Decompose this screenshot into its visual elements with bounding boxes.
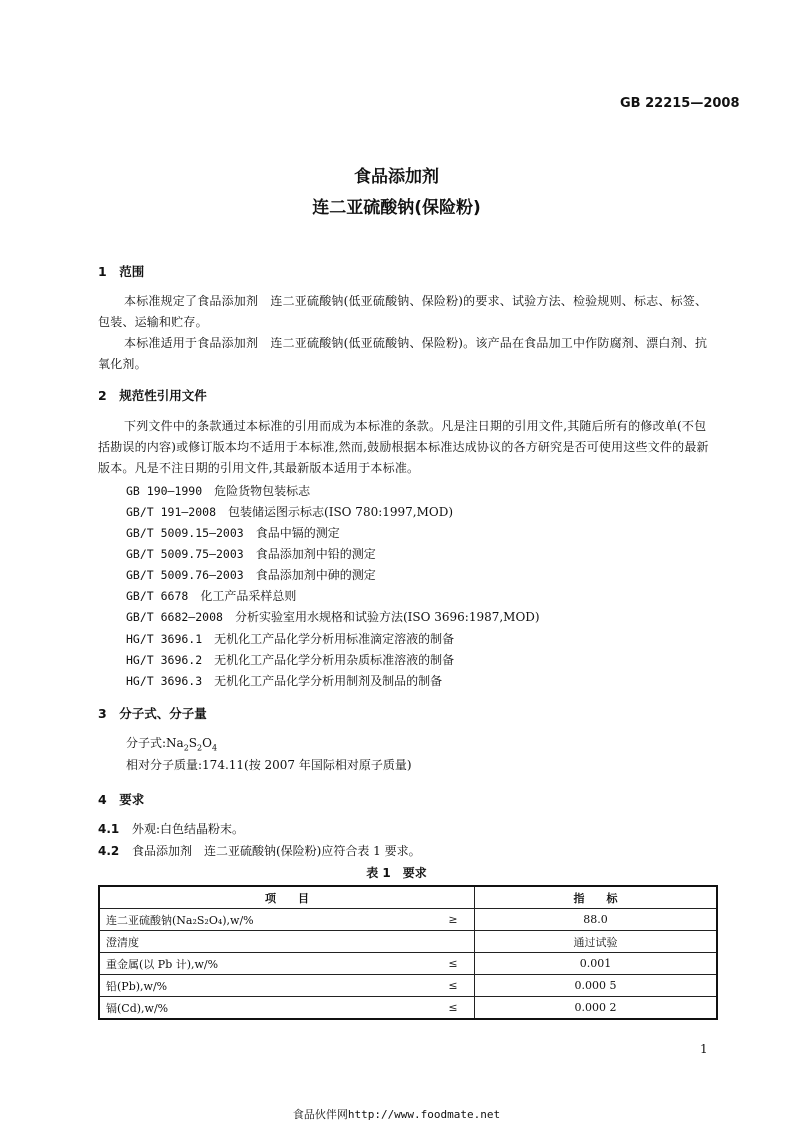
section-1-para-2: 本标准适用于食品添加剂 连二亚硫酸钠(低亚硫酸钠、保险粉)。该产品在食品加工中作防腐剂、漂白剂、抗氧化剂。 — [98, 336, 708, 371]
table-row — [99, 997, 717, 1020]
row-item: 重金属(以 Pb 计),w/% — [99, 953, 432, 975]
row-value: 88.0 — [475, 909, 718, 931]
document-title-line2: 连二亚硫酸钠(保险粉) — [312, 198, 481, 218]
formula-o: O — [202, 736, 212, 750]
formula-label: 分子式: — [126, 736, 167, 750]
row-operator: ≤ — [432, 997, 475, 1020]
section-4-heading: 4 要求 — [98, 792, 145, 807]
reference-code: GB/T 5009.75—2003 — [126, 547, 244, 561]
row-operator: ≤ — [432, 975, 475, 997]
section-2-heading: 2 规范性引用文件 — [98, 388, 207, 403]
section-3-heading: 3 分子式、分子量 — [98, 706, 207, 721]
row-operator: ≥ — [432, 909, 475, 931]
clause-text: 外观:白色结晶粉末。 — [132, 822, 245, 836]
formula-s-sub: 2 — [197, 743, 203, 753]
header-value: 指 标 — [475, 886, 718, 909]
row-operator — [432, 931, 475, 953]
header-item: 项 目 — [99, 886, 475, 909]
table-row — [99, 953, 717, 975]
clause-number: 4.2 — [98, 844, 120, 858]
table-header-row — [99, 886, 717, 909]
clause-4-1 — [98, 820, 244, 837]
reference-title: 分析实验室用水规格和试验方法(ISO 3696:1987,MOD) — [234, 610, 540, 624]
clause-number: 4.1 — [98, 822, 120, 836]
table-caption: 表 1 要求 — [366, 866, 427, 880]
reference-item — [126, 587, 296, 604]
molecular-formula — [126, 734, 217, 752]
document-title-line1: 食品添加剂 — [354, 167, 439, 187]
formula-na: Na — [166, 736, 184, 750]
reference-title: 包装储运图示标志(ISO 780:1997,MOD) — [228, 505, 454, 519]
row-value: 0.000 2 — [475, 997, 718, 1020]
clause-text: 食品添加剂 连二亚硫酸钠(保险粉)应符合表 1 要求。 — [132, 844, 421, 858]
reference-item — [126, 630, 454, 647]
reference-code: HG/T 3696.1 — [126, 632, 203, 646]
reference-code: HG/T 3696.2 — [126, 653, 203, 667]
row-item: 铅(Pb),w/% — [99, 975, 432, 997]
row-value: 0.001 — [475, 953, 718, 975]
reference-code: HG/T 3696.3 — [126, 674, 203, 688]
reference-code: GB/T 5009.15—2003 — [126, 526, 244, 540]
page-number: 1 — [700, 1042, 708, 1056]
standard-code: GB 22215—2008 — [620, 96, 740, 111]
reference-item — [126, 524, 340, 541]
reference-item — [126, 672, 442, 689]
formula-na-sub: 2 — [183, 743, 189, 753]
reference-title: 无机化工产品化学分析用杂质标准溶液的制备 — [214, 653, 455, 667]
reference-code: GB/T 6682—2008 — [126, 610, 223, 624]
reference-title: 无机化工产品化学分析用制剂及制品的制备 — [214, 674, 443, 688]
reference-code: GB/T 6678 — [126, 589, 189, 603]
reference-code: GB/T 191—2008 — [126, 505, 217, 519]
reference-item — [126, 503, 453, 520]
reference-item — [126, 651, 454, 668]
formula-o-sub: 4 — [211, 743, 218, 753]
reference-item — [126, 566, 376, 583]
formula-s: S — [188, 736, 198, 750]
row-value: 通过试验 — [475, 931, 718, 953]
section-2-para: 下列文件中的条款通过本标准的引用而成为本标准的条款。凡是注日期的引用文件,其随后所有的修改单(不包括勘误的内容)或修订版本均不适用于本标准,然而,鼓励根据本标准达成协议的各方研究是否可使用这些文件的最新版本。凡是不注日期的引用文件,其最新版本适用于本标准。 — [98, 419, 709, 475]
row-item: 澄清度 — [99, 931, 432, 953]
molecular-mass: 相对分子质量:174.11(按 2007 年国际相对原子质量) — [126, 758, 412, 772]
reference-title: 危险货物包装标志 — [214, 484, 311, 498]
reference-title: 食品添加剂中砷的测定 — [255, 568, 376, 582]
section-1-heading: 1 范围 — [98, 264, 145, 279]
clause-4-2 — [98, 842, 421, 859]
reference-code: GB/T 5009.76—2003 — [126, 568, 244, 582]
reference-title: 食品添加剂中铅的测定 — [255, 547, 376, 561]
reference-title: 食品中镉的测定 — [255, 526, 340, 540]
reference-title: 无机化工产品化学分析用标准滴定溶液的制备 — [214, 632, 455, 646]
reference-item — [126, 545, 376, 562]
row-item: 镉(Cd),w/% — [99, 997, 432, 1020]
reference-title: 化工产品采样总则 — [200, 589, 297, 603]
row-item: 连二亚硫酸钠(Na₂S₂O₄),w/% — [99, 909, 432, 931]
table-row — [99, 931, 717, 953]
table-row — [99, 975, 717, 997]
reference-item — [126, 608, 540, 625]
footer-watermark: 食品伙伴网http://www.foodmate.net — [292, 1108, 501, 1121]
reference-item — [126, 482, 310, 499]
table-row — [99, 909, 717, 931]
section-1-para-1: 本标准规定了食品添加剂 连二亚硫酸钠(低亚硫酸钠、保险粉)的要求、试验方法、检验规则、标志、标签、包装、运输和贮存。 — [98, 294, 708, 329]
row-operator: ≤ — [432, 953, 475, 975]
row-value: 0.000 5 — [475, 975, 718, 997]
requirements-table — [98, 885, 718, 1020]
reference-code: GB 190—1990 — [126, 484, 203, 498]
